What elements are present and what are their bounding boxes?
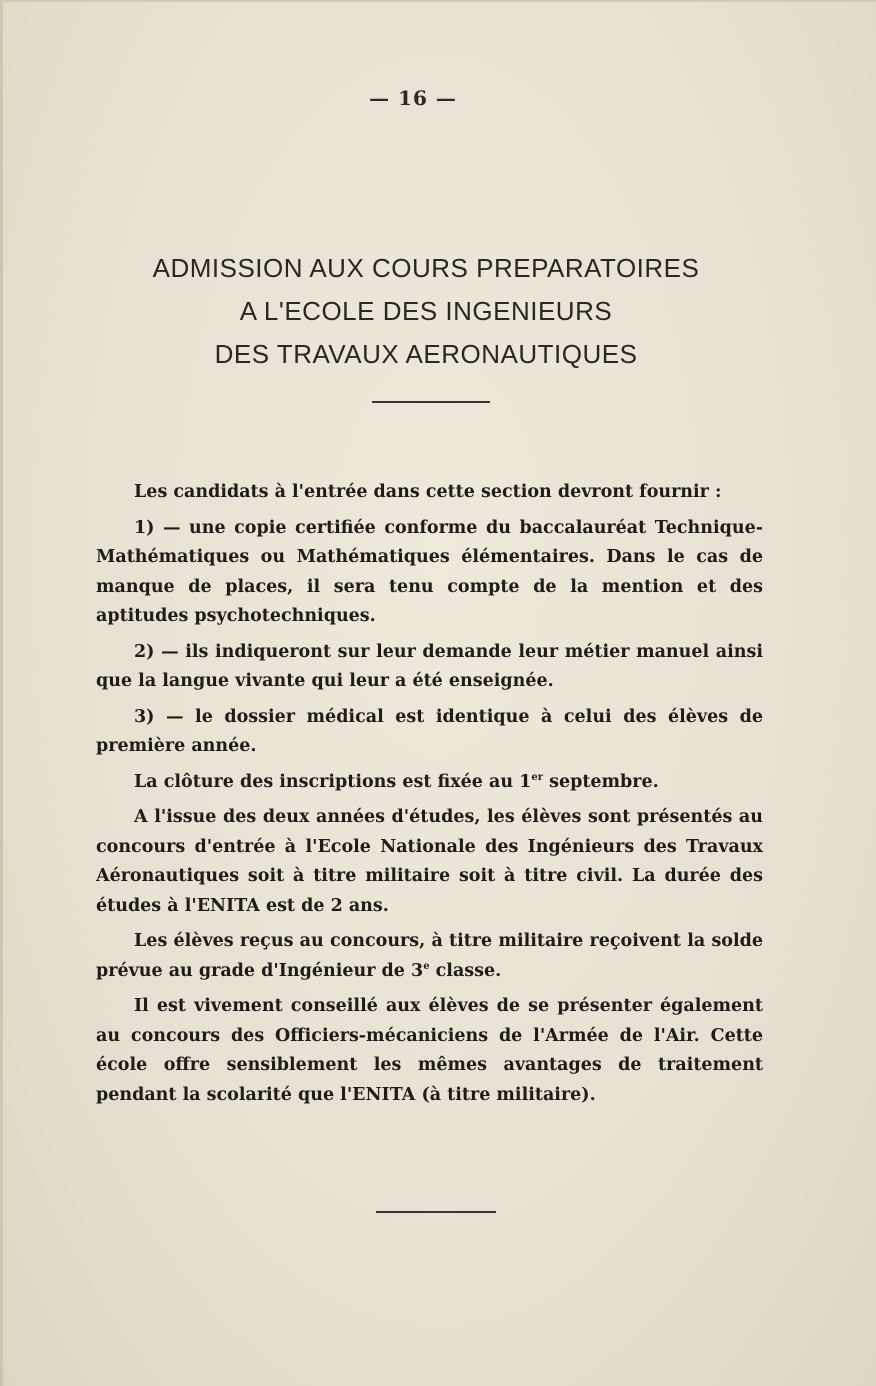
closing-date-text: La clôture des inscriptions est fixée au 1 (134, 771, 532, 792)
salary-paragraph (96, 927, 763, 986)
title-line-1: ADMISSION AUX COURS PREPARATOIRES (152, 253, 700, 283)
closing-date-month: septembre. (543, 771, 659, 792)
salary-class: classe. (429, 960, 502, 981)
title-line-3: DES TRAVAUX AERONAUTIQUES (214, 339, 638, 369)
bottom-divider (376, 1211, 496, 1213)
requirement-3-paragraph: 3) — le dossier médical est identique à celui des élèves de première année. (96, 706, 763, 756)
studies-paragraph: A l'issue des deux années d'études, les élèves sont présentés au concours d'entrée à l'Ecole Nationale des Ingénieurs des Travaux Aéronautiques soit à titre militaire soit à titre civil. La durée des études à l'ENITA est de 2 ans. (96, 807, 763, 916)
page-number: — 16 — (369, 86, 457, 110)
closing-date-paragraph (96, 768, 763, 798)
intro-paragraph: Les candidats à l'entrée dans cette section devront fournir : (134, 482, 722, 502)
requirement-1-paragraph: 1) — une copie certifiée conforme du baccalauréat Technique-Mathématiques ou Mathématiques élémentaires. Dans le cas de manque de places, il sera tenu compte de la mention et des aptitudes psychotechniques. (96, 517, 763, 626)
title-line-2: A L'ECOLE DES INGENIEURS (239, 296, 613, 326)
body-text (96, 478, 763, 1116)
advice-paragraph: Il est vivement conseillé aux élèves de se présenter également au concours des Officiers-mécaniciens de l'Armée de l'Air. Cette école offre sensiblement les mêmes avantages de traitement pendant la scolarité que l'ENITA (à titre militaire). (96, 996, 763, 1105)
salary-text: Les élèves reçus au concours, à titre militaire reçoivent la solde prévue au grade d'Ingénieur de 3 (96, 931, 763, 981)
page-edge-top (0, 0, 876, 2)
closing-date-superscript: er (531, 771, 543, 783)
page-title (0, 247, 852, 376)
salary-superscript: e (423, 960, 430, 972)
title-divider (372, 401, 490, 403)
requirement-2-paragraph: 2) — ils indiqueront sur leur demande leur métier manuel ainsi que la langue vivante qui leur a été enseignée. (96, 641, 763, 691)
page-edge-left (0, 0, 3, 1386)
